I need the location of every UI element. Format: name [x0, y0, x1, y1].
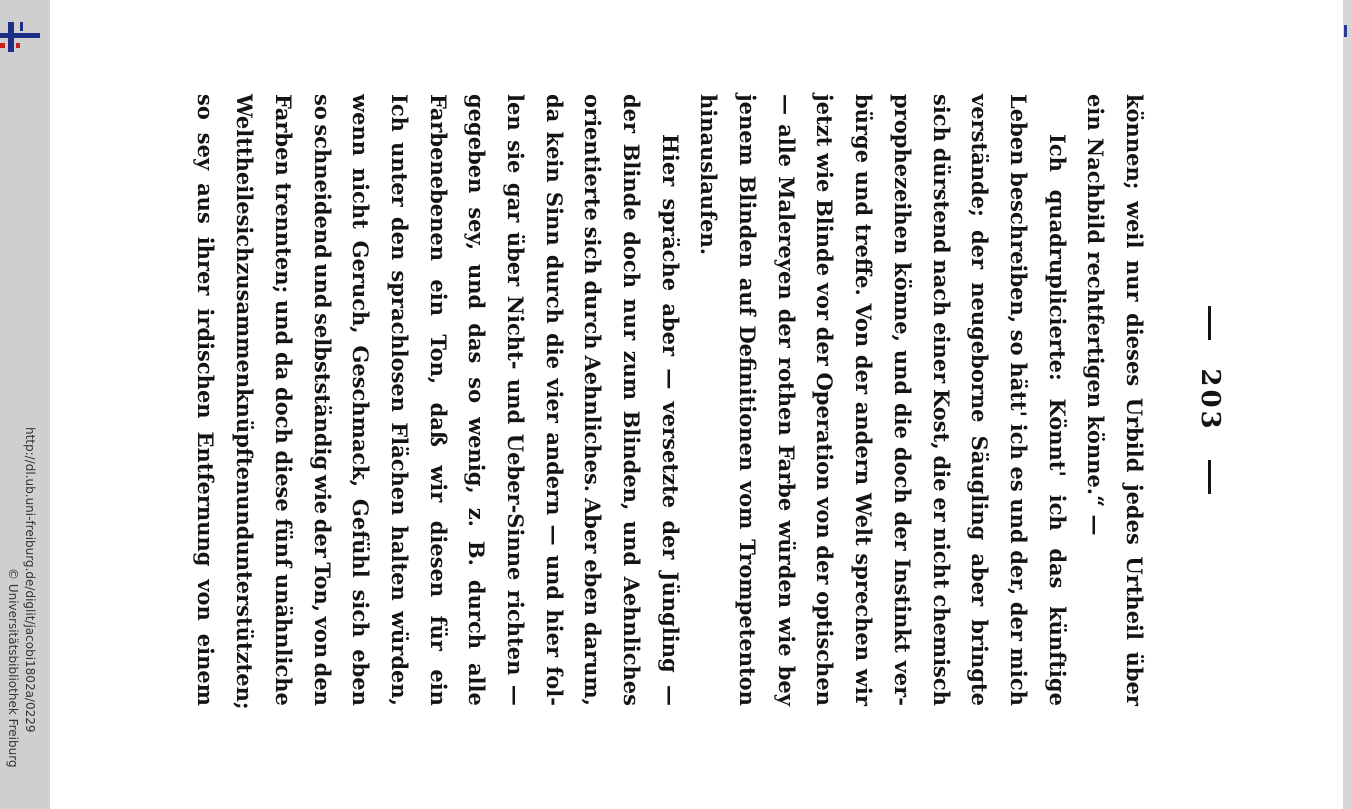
text-line: gegeben sey, und das so wenig, z. B. durch alle — [464, 94, 490, 706]
text-line: wenn nicht Geruch, Geschmack, Gefühl sich eben — [348, 94, 374, 706]
page-text-block — [186, 94, 1153, 710]
text-line: Farbenebenen ein Ton, daß wir diesen für ein — [425, 94, 451, 706]
header-dash-right — [1209, 460, 1212, 494]
text-line: bürge und treffe. Von der andern Welt sprechen wir — [851, 94, 877, 706]
text-line: so schneidend und selbstständig wie der Ton, von den — [309, 94, 335, 706]
text-line: Hier spräche aber — versetzte der Jüngling — — [657, 134, 683, 706]
text-line: ein Nachbild rechtfertigen könne.“ — — [1083, 94, 1109, 536]
text-line: sich dürstend nach einer Kost, die er nicht chemisch — [928, 94, 954, 706]
text-line: orientierte sich durch Aehnliches. Aber eben darum, — [580, 94, 606, 706]
text-line: prophezeihen könne, und die doch der Instinkt ver- — [889, 94, 915, 706]
text-line: — alle Malereyen der rothen Farbe würden wie bey — [773, 94, 799, 706]
scanned-book-page — [180, 94, 1230, 710]
text-line: der Blinde doch nur zum Blinden, und Aehnliches — [619, 94, 645, 706]
page-edge-divider — [1343, 0, 1352, 809]
text-line: Ich unter den sprachlosen Flächen halten würden, — [386, 94, 412, 706]
university-library-logo-icon — [0, 22, 42, 52]
copyright-notice: © Universitätsbibliothek Freiburg — [6, 568, 20, 768]
page-url-link[interactable]: http://dl.ub.uni-freiburg.de/diglit/jacobi1802a/0229 — [23, 427, 37, 733]
page-header — [1190, 94, 1230, 706]
text-line: len sie gar über Nicht- und Ueber-Sinne richten — — [503, 94, 528, 706]
text-line: Ich quadruplicierte: Könnt' ich das künftige — [1044, 134, 1070, 706]
text-line: so sey aus ihrer irdischen Entfernung von einem — [193, 94, 219, 706]
text-line: jenem Blinden auf Definitionen vom Trompetenton — [735, 94, 761, 706]
text-line: da kein Sinn durch die vier andern — und hier fol- — [541, 94, 567, 706]
text-line: jetzt wie Blinde vor der Operation von der optischen — [812, 94, 838, 706]
header-dash-left — [1209, 306, 1212, 340]
page-number: 203 — [1195, 368, 1225, 432]
viewer-sidebar — [0, 0, 50, 809]
text-line: verstände; der neugeborne Säugling aber bringte — [967, 94, 993, 706]
text-line: Leben beschreiben, so hätt' ich es und der, der mich — [1005, 94, 1031, 706]
text-line: Welttheile sich zusammenknüpften und unterstützten; — [232, 94, 258, 710]
bookmark-marker — [1344, 25, 1347, 37]
text-line: hinauslaufen. — [696, 94, 722, 256]
text-line: Farben trennten; und da doch diese fünf unähnliche — [270, 94, 296, 706]
text-line: können; weil nur dieses Urbild jedes Urtheil über — [1122, 94, 1147, 706]
